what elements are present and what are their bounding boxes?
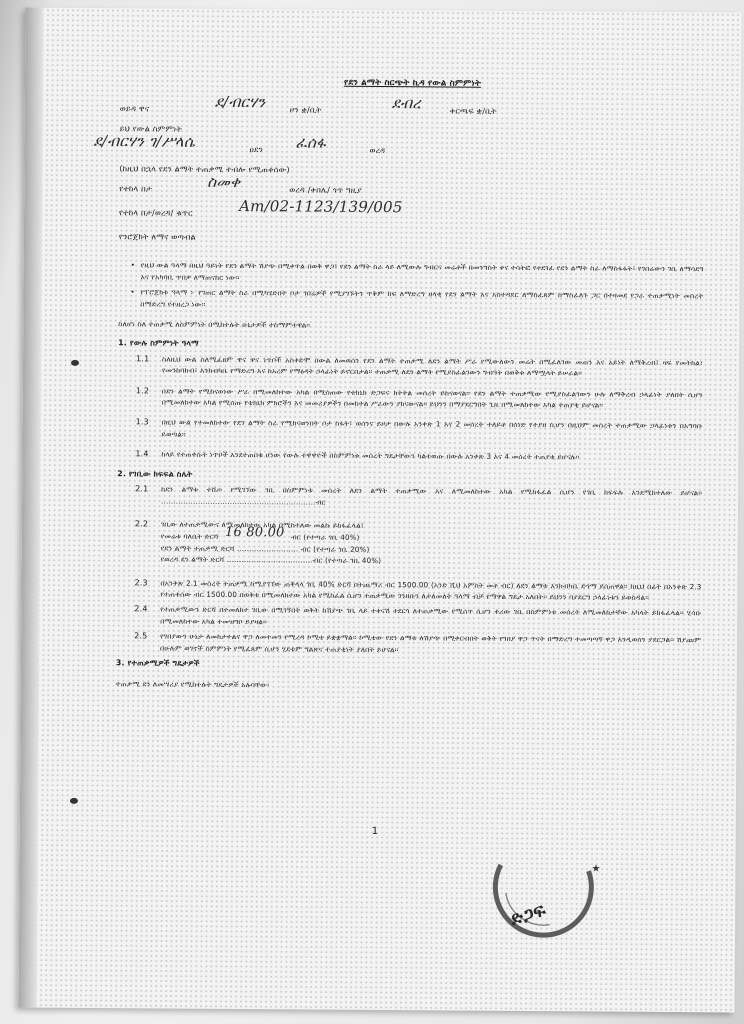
handwritten-site-number: Am/02-1123/139/005 xyxy=(239,197,403,217)
paragraph xyxy=(118,385,703,412)
paragraph-text: የገበያውን ሁኔታ ለመከታተልና ዋጋ ለመተመን የሚረዳ ኮሚቴ ይቋቋማል፡፡ ኮሚቴው የደን ልማቱ ለሽያጭ በሚቀርብበት ወቅት የገበያ ዋጋ ጥናት በማድረግ ተመጣጣኝ ዋጋ እንዲወሰን ያደርጋል፡፡ ሽያጩም በሁሉም ወገኖች ስምምነት የሚፈጸም ሲሆን ሂደቱም ግልጽና ተጠያቂነት ያለበት ይሆናል፡፡ xyxy=(160,631,702,654)
handwritten-kebele: ፈሰፋ xyxy=(295,133,326,153)
handwritten-amount: 16 80.00 xyxy=(224,525,285,541)
header-row-7 xyxy=(119,228,704,252)
paragraph xyxy=(118,353,703,380)
paragraph xyxy=(116,630,701,657)
handwritten-region: ደ/ብርሃን xyxy=(214,93,266,112)
paragraph xyxy=(117,417,702,444)
section-3-heading: 3. የተጠቃሚዎች ግዴታዎች xyxy=(115,658,200,668)
paragraph xyxy=(117,483,702,510)
paragraph-text: በዚህ ውል የተመለከተው የደን ልማት ስራ የሚከናወንበት ቦታ ስፋት፣ ወሰንና ይዞታ በውሉ አንቀጽ 1 እና 2 መሰረት ተለይቶ በሰነድ የተያዘ ሲሆን በዚህም መሰረት ተጠቃሚው ኃላፊነቱን በአግባቡ ይወጣል፡፡ xyxy=(161,417,703,439)
hole-punch-mark xyxy=(70,798,78,804)
kebele-label: ዐደን xyxy=(249,145,264,155)
paragraph xyxy=(117,448,702,463)
paragraph-text: ከደን ልማቱ ተሸጦ የሚገኘው ገቢ በስምምነቱ መሰረት ለደን ልማት ተጠቃሚው እና ለሚመለከተው አካል የሚከፋፈል ሲሆን የገቢ ክፍፍሉ እንደሚከተለው ይሆናል፡፡ ...............................................................ብር xyxy=(161,484,703,507)
woreda-share-line: የወረዳ ደን ልማት ድርሻ ...................................ብር (የተጣራ ገቢ 40%) xyxy=(160,554,382,566)
document-title: የደን ልማት ስርጭት ኪዳ የውል ስምምነት xyxy=(343,77,482,89)
bullet-item: • የፕሮጀክቱ ዓላማ ፦ የገጠር ልማት ስራ በሚካሄድበት ቦታ ገበሬዎች የሚያገኙትን ጥቅም ከፍ ለማድረግ ዘላቂ የደን ልማት እና አስተዳደር ለማስፈጸም ከማስፈለጉ ጋር በተዛመደ የጋራ ተጠቃሚነት መሰረት በማድረግ የተዘረጋ ነው፡፡ xyxy=(130,287,704,309)
bullet-item: • የዚህ ውል ዓላማ በዚህ ዓይነት የደን ልማት ሽያጭ በሚቀጥል በወቅ ዋጋ፤ የደን ልማት ስራ ላይ ለሚውሉ ግብርና መሬቶች በመንግስት ቀና ተሳትፎ የተደገፈ የደን ልማት ስራ ለማስፋፋት፣ የገበሬውን ገቢ ለማሳደግ እና የአካባቢ ጥበቃ ለማጠናከር ነው፡፡ xyxy=(130,260,704,282)
handwritten-zone: ደብረ xyxy=(391,94,421,113)
intro-text: ስለሆነ ስለ ተጠቃሚ ለስምምነት በሚከተሉት ሁኔታዎች ተስማምተዋል፡፡ xyxy=(118,319,311,330)
paragraph xyxy=(116,577,701,604)
handwritten-site: ስመቀ xyxy=(207,173,241,192)
beneficiary-note: (ከዚህ በኋላ የደን ልማት ተጠቃሚ ተብሎ የሚጠቀሰው) xyxy=(119,164,290,175)
paragraph-text: የተጠቃሚውን ድርሻ በተመለከተ ገቢው በሚገኝበት ወቅት ከሽያጭ ገቢ ላይ ተቀናሽ ተደርጎ ለተጠቃሚው የሚሰጥ ሲሆን ቀሪው ገቢ በስምምነቱ መሰረት ለሚመለከታቸው አካላት ይከፋፈላል፡፡ ሂሳቡ በሚመለከተው አካል ተመዝግቦ ይያዛል፡፡ xyxy=(160,604,702,626)
bullet-text: የፕሮጀክቱ ዓላማ ፦ የገጠር ልማት ስራ በሚካሄድበት ቦታ ገበሬዎች የሚያገኙትን ጥቅም ከፍ ለማድረግ ዘላቂ የደን ልማት እና አስተዳደር ለማስፈጸም ከማስፈለጉ ጋር በተዛመደ የጋራ ተጠቃሚነት መሰረት በማድረግ የተዘረጋ ነው፡፡ xyxy=(140,287,704,309)
agreement-intro: ይህ የውል ስምምነት xyxy=(119,124,183,135)
owner-share-percent: ብር (የተጣራ ገቢ 40%) xyxy=(290,532,360,543)
office-label: ቀርጫፍ ቋ/ቢት xyxy=(449,106,497,117)
handwritten-name: ደ/ብርሃን ገ/ሥላሴ xyxy=(93,132,196,152)
document-page xyxy=(19,8,742,1013)
paragraph-number: 2.5 xyxy=(134,631,148,641)
planting-site-label: የተከላ በታ xyxy=(119,184,153,194)
document-body xyxy=(93,76,705,694)
section-2-heading: 2. የገቢው ክፍፍል ስሌት xyxy=(117,468,193,479)
official-stamp xyxy=(481,831,612,942)
region-label: ወይዳ ዋና xyxy=(119,104,150,114)
paragraph-text: ስለዚህ ውል ስለሚፈፀም ዋና ዋና ነጥቦች አስቀድሞ በውል ለመወሰን የደን ልማት ተጠቃሚ ለደን ልማት ሥራ የሚውለውን መሬት በሚፈለገው መጠን እና አይነት ለማቅረብ፤ ዛፍ የመትከል፣ የመንከባከብ፣ እንክብካቤ የማድረግ እና ከአረም የማፅዳት ኃላፊነት ይኖርበታል፡፡ ተጠቃሚ ለደን ልማት የሚያስፈልገውን ግብዓት በወቅቱ ለማሟላት ይሠራል፡፡ xyxy=(161,354,704,378)
zone-label: ዞን ቋ/ቢት xyxy=(289,105,322,115)
paragraph-number: 2.4 xyxy=(134,604,148,614)
paragraph-number: 1.1 xyxy=(136,354,150,364)
beneficiary-share-line: የደን ልማት ተጠቃሚ ድርሻ ......................... ብር (የተጣራ ገቢ 20%) xyxy=(160,543,370,554)
paragraph-text: በአንቀጽ 2.1 መሰረት ተጠቃሚ ከሚያገኘው ጠቅላላ ገቢ 40% ድርሻ በተጨማሪ ብር 1500.00 (አንድ ሺህ አምስት መቶ ብር) ለደን ልማቱ እንክብካቤ ድጎማ ይሰጠዋል፡፡ ከዚህ በፊት በአንቀጽ 2.3 የተጠቀሰው ብር 1500.00 በወቅቱ በሚመለከተው አካል የሚከፈል ሲሆን ተጠቃሚው ገንዘቡን ለታለመለት ዓላማ ብቻ የማዋል ግዴታ አለበት፡፡ ይህንን ባያደርግ ኃላፊነቱን ይወስዳል፡፡ xyxy=(160,578,702,602)
bullet-text: የዚህ ውል ዓላማ በዚህ ዓይነት የደን ልማት ሽያጭ በሚቀጥል በወቅ ዋጋ፤ የደን ልማት ስራ ላይ ለሚውሉ ግብርና መሬቶች በመንግስት ቀና ተሳትፎ የተደገፈ የደን ልማት ስራ ለማስፋፋት፣ የገበሬውን ገቢ ለማሳደግ እና የአካባቢ ጥበቃ ለማጠናከር ነው፡፡ xyxy=(140,260,704,282)
stamp-text: ድጋፍ xyxy=(507,899,548,931)
project-label: የንሮጀክት ለማና ወጣብል xyxy=(118,232,196,243)
woreda-kebele-label: ወረዳ /ቀበሌ/ ጎጥ ግዚያ xyxy=(289,185,362,196)
paragraph-number: 2.1 xyxy=(135,484,149,494)
owner-share-label: የመሬቱ ባለቤት ድርሻ xyxy=(160,531,219,542)
paragraph-number: 2.2 xyxy=(134,519,149,529)
paragraph-text: በደን ልማት የሚከናወነው ሥራ በሚመለከተው አካል በሚሰጠው የቴክኒክ ድጋፍና ክትትል መሰረት ይከናወናል፡፡ የደን ልማት ተጠቃሚው የሚያስፈልገውን ሁሉ ለማቅረብ ኃላፊነት ያለበት ሲሆን በሚመለከተው አካል የሚሰጡ የቴክኒክ ምክሮችን እና መመሪያዎችን በመከተል ሥራውን ያከናውናል፡፡ ይህንን በማያደርግበት ጊዜ በሚመለከተው አካል ተጠያቂ ይሆናል፡፡ xyxy=(161,386,703,410)
paragraph-number: 1.3 xyxy=(135,417,149,427)
revenue-split-intro: ገቢው ለተጠቃሚውና ለሚመለከተው አካል በሚከተለው መልኩ ይከፋፈላል፤ xyxy=(160,519,364,530)
paragraph-text: ከላይ የተጠቀሱት ነጥቦች እንደተጠበቁ ሆነው የውሉ ተዋዋዮች በስምምነቱ መሰረት ግዴታቸውን ካልተወጡ በውሉ አንቀጽ 3 እና 4 መሰረት ተጠያቂ ይሆናሉ፡፡ xyxy=(161,449,580,462)
paragraph xyxy=(116,604,701,631)
paragraph-number: 1.4 xyxy=(135,449,149,459)
site-number-label: የተከላ በታ/ወረዳ/ ቁጥር xyxy=(119,208,193,219)
section-1-heading: 1. የውሉ ስምምነት ዓላማ xyxy=(118,338,199,349)
hole-punch-mark xyxy=(71,360,79,366)
revenue-split-block xyxy=(117,518,702,569)
woreda-label: ወረዳ xyxy=(369,146,386,156)
closing-text: ተጠቃሚ ደን ለመሣሪያ የሚከተሉት ግዴታዎች አሉባቸው፡ xyxy=(115,679,270,690)
svg-text:★: ★ xyxy=(591,863,601,875)
page-number: 1 xyxy=(371,825,379,837)
paragraph-number: 2.3 xyxy=(134,577,148,587)
paragraph-number: 1.2 xyxy=(135,385,150,396)
